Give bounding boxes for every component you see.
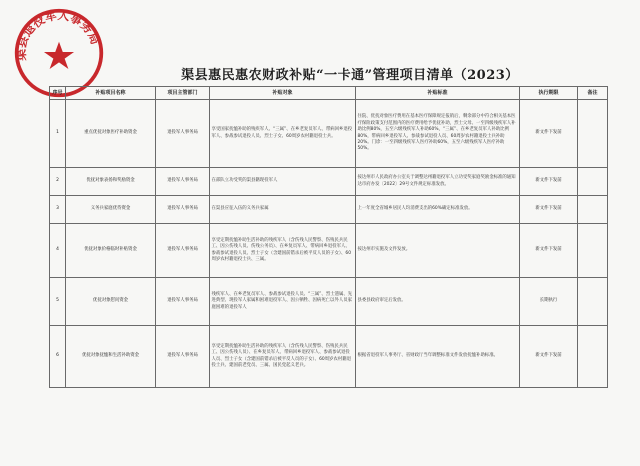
row-object: 在部队立功受奖的渠县籍现役军人 — [210, 168, 356, 196]
table-row — [50, 196, 608, 224]
row-period: 新文件下发前 — [520, 326, 578, 388]
svg-text:渠县退役军人事务局: 渠县退役军人事务局 — [13, 7, 103, 62]
header-note: 备注 — [578, 87, 608, 100]
row-note — [578, 278, 608, 326]
header-name: 补贴项目名称 — [66, 87, 156, 100]
table-row — [50, 278, 608, 326]
table-row — [50, 100, 608, 168]
header-no: 序号 — [50, 87, 66, 100]
row-dept: 退役军人事务局 — [156, 100, 210, 168]
row-object: 享受定期抚恤补助生活补助的残疾军人（含伤残人民警察、伤残民兵民工、因公伤残人员、伤残公务员）、在乡复员军人、带病回乡退役军人、参战参试退役人员、烈士子女（含建国前错杀后被平反人员的子女）、60周岁农村籍退役士兵、三属。 — [210, 224, 356, 278]
row-note — [578, 224, 608, 278]
row-standard: 按达州市实施及文件发放。 — [356, 224, 520, 278]
row-standard: 县委县政府审定后发放。 — [356, 278, 520, 326]
row-dept: 退役军人事务局 — [156, 224, 210, 278]
row-project-name: 重点优抚对象医疗补助资金 — [66, 100, 156, 168]
header-standard: 补贴标准 — [356, 87, 520, 100]
table-row — [50, 168, 608, 196]
page-title: 渠县惠民惠农财政补贴“一卡通”管理项目清单（2023） — [181, 68, 519, 83]
header-dept: 项目主管部门 — [156, 87, 210, 100]
row-note — [578, 168, 608, 196]
row-standard: 上一年度全省城乡居民人均消费支出的60%确定标准发放。 — [356, 196, 520, 224]
table-row — [50, 326, 608, 388]
row-no: 4 — [50, 224, 66, 278]
row-dept: 退役军人事务局 — [156, 168, 210, 196]
table-row — [50, 224, 608, 278]
row-object: 享受定期抚恤补助生活补助的残疾军人（含伤残人民警察、伤残民兵民工、因公伤残人员）、在乡复员军人、带病回乡退役军人、参战参试退役人员、烈士子女（含建国前错杀后被平反人员的子女）、60周岁农村籍退役士兵、建国前老党员、三属、国民党起义老兵。 — [210, 326, 356, 388]
row-project-name: 优抚对象表扬和奖励资金 — [66, 168, 156, 196]
project-list-table — [49, 86, 608, 388]
row-dept: 退役军人事务局 — [156, 196, 210, 224]
row-no: 6 — [50, 326, 66, 388]
row-no: 1 — [50, 100, 66, 168]
header-object: 补贴对象 — [210, 87, 356, 100]
row-standard: 住院、优抚对象医疗费用在基本医疗保障规定报销后，剩余部分中符合相关基本医疗保险政策支付范围内的医疗费用给予优抚补助，烈士父母、一至四级残疾军人补助比例80%，五至六级残疾军人补助60%，“三属”、在乡老复员军人补助比例80%，带病回乡退役军人、参战参试退役人员、60周岁农村籍退役士兵补助20%。门诊：一至四级残疾军人医疗补助60%，五至六级残疾军人医疗补助50%。 — [356, 100, 520, 168]
row-period: 新文件下发前 — [520, 168, 578, 196]
row-period: 长期执行 — [520, 278, 578, 326]
row-no: 3 — [50, 196, 66, 224]
row-object: 享受国家抚恤补助的残疾军人、“三属”、在乡老复员军人、带病回乡退役军人、参战参试退役人员、烈士子女、60周岁农村籍退役士兵。 — [210, 100, 356, 168]
row-note — [578, 326, 608, 388]
row-project-name: 义务兵家庭优待资金 — [66, 196, 156, 224]
row-note — [578, 100, 608, 168]
row-object: 在渠县应征入伍的义务兵家属 — [210, 196, 356, 224]
row-period: 新文件下发前 — [520, 196, 578, 224]
row-project-name: 优抚对象慰问资金 — [66, 278, 156, 326]
row-note — [578, 196, 608, 224]
row-period: 新文件下发前 — [520, 100, 578, 168]
header-period: 执行期限 — [520, 87, 578, 100]
row-project-name: 优抚对象抚恤和生活补助资金 — [66, 326, 156, 388]
table-header-row — [50, 87, 608, 100]
row-object: 残疾军人、在乡老复员军人、参战参试退役人员、“三属”、烈士遗属、先进典型、现役军人家属和困难退役军人、因公牺牲、因病死亡以外人员家庭困难的退役军人 — [210, 278, 356, 326]
row-no: 2 — [50, 168, 66, 196]
row-period: 新文件下发前 — [520, 224, 578, 278]
row-no: 5 — [50, 278, 66, 326]
row-standard: 按达州市人民政府办公室关于调整达州籍退役军人立功受奖家庭奖励金标准的通知 达市府办发〔2022〕29号文件规定标准发放。 — [356, 168, 520, 196]
row-project-name: 优抚对象价格临时补贴资金 — [66, 224, 156, 278]
row-standard: 根据省退役军人事务厅、省财政厅当年调整标准文件发放抚恤补助标准。 — [356, 326, 520, 388]
row-dept: 退役军人事务局 — [156, 326, 210, 388]
row-dept: 退役军人事务局 — [156, 278, 210, 326]
